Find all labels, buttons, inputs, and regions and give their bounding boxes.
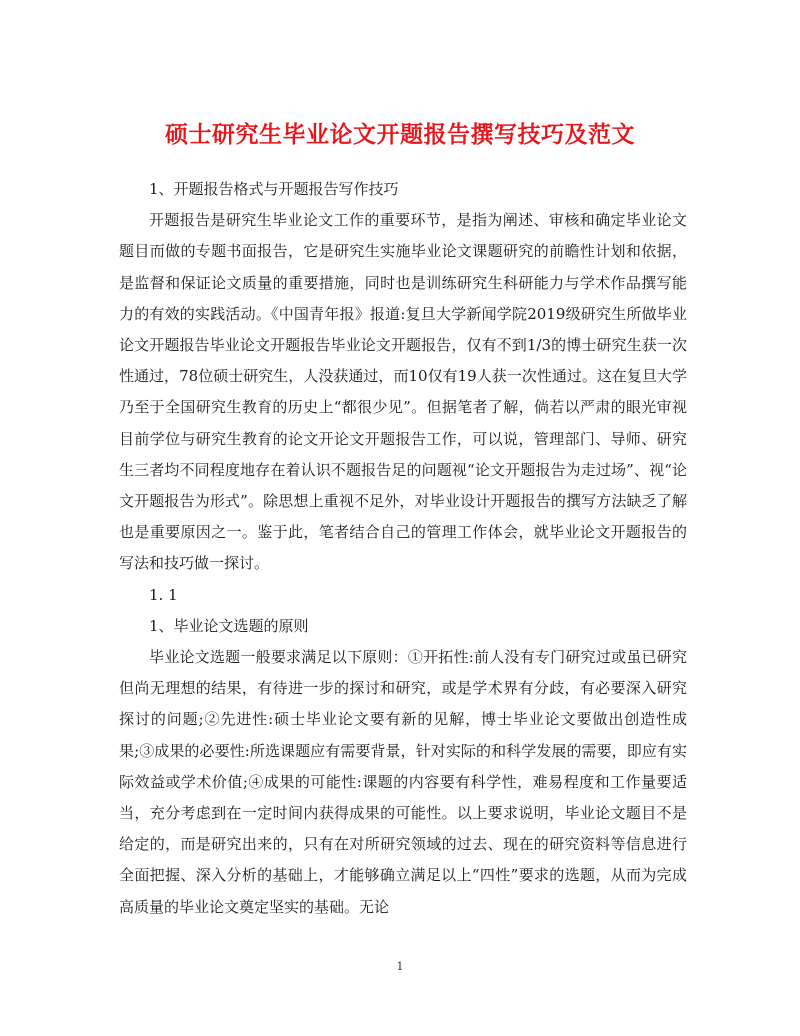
- page-title: 硕士研究生毕业论文开题报告撰写技巧及范文: [165, 121, 635, 149]
- section-number: 1. 1: [149, 585, 178, 604]
- body-paragraph-2: 毕业论文选题一般要求满足以下原则：①开拓性:前人没有专门研究过或虽已研究但尚无理想的结果，有待进一步的探讨和研究，或是学术界有分歧，有必要深入研究探讨的问题;②先进性:硕士毕业论文要有新的见解，博士毕业论文要做出创造性成果;③成果的必要性:所选课题应有需要背景，针对实际的和科学发展的需要，即应有实际效益或学术价值;④成果的可能性:课题的内容要有科学性，难易程度和工作量要适当，充分考虑到在一定时间内获得成果的可能性。以上要求说明，毕业论文题目不是给定的，而是研究出来的，只有在对所研究领域的过去、现在的研究资料等信息进行全面把握、深入分析的基础上，才能够确立满足以上“四性”要求的选题，从而为完成高质量的毕业论文奠定坚实的基础。无论: [119, 648, 687, 916]
- document-body: [119, 174, 687, 923]
- page-number: 1: [396, 960, 404, 973]
- section-heading-2: 1、毕业论文选题的原则: [149, 616, 309, 635]
- body-paragraph-1: 开题报告是研究生毕业论文工作的重要环节，是指为阐述、审核和确定毕业论文题目而做的专题书面报告，它是研究生实施毕业论文课题研究的前瞻性计划和依据，是监督和保证论文质量的重要措施，同时也是训练研究生科研能力与学术作品撰写能力的有效的实践活动。《中国青年报》报道:复旦大学新闻学院2019级研究生所做毕业论文开题报告毕业论文开题报告毕业论文开题报告，仅有不到1/3的博士研究生获一次性通过，78位硕士研究生，人没获通过，而10仅有19人获一次性通过。这在复旦大学乃至于全国研究生教育的历史上“都很少见”。但据笔者了解，倘若以严肃的眼光审视目前学位与研究生教育的论文开论文开题报告工作，可以说，管理部门、导师、研究生三者均不同程度地存在着认识不题报告足的问题视“论文开题报告为走过场”、视“论文开题报告为形式”。除思想上重视不足外，对毕业设计开题报告的撰写方法缺乏了解也是重要原因之一。鉴于此，笔者结合自己的管理工作体会，就毕业论文开题报告的写法和技巧做一探讨。: [119, 211, 687, 573]
- section-heading-1: 1、开题报告格式与开题报告写作技巧: [149, 180, 399, 198]
